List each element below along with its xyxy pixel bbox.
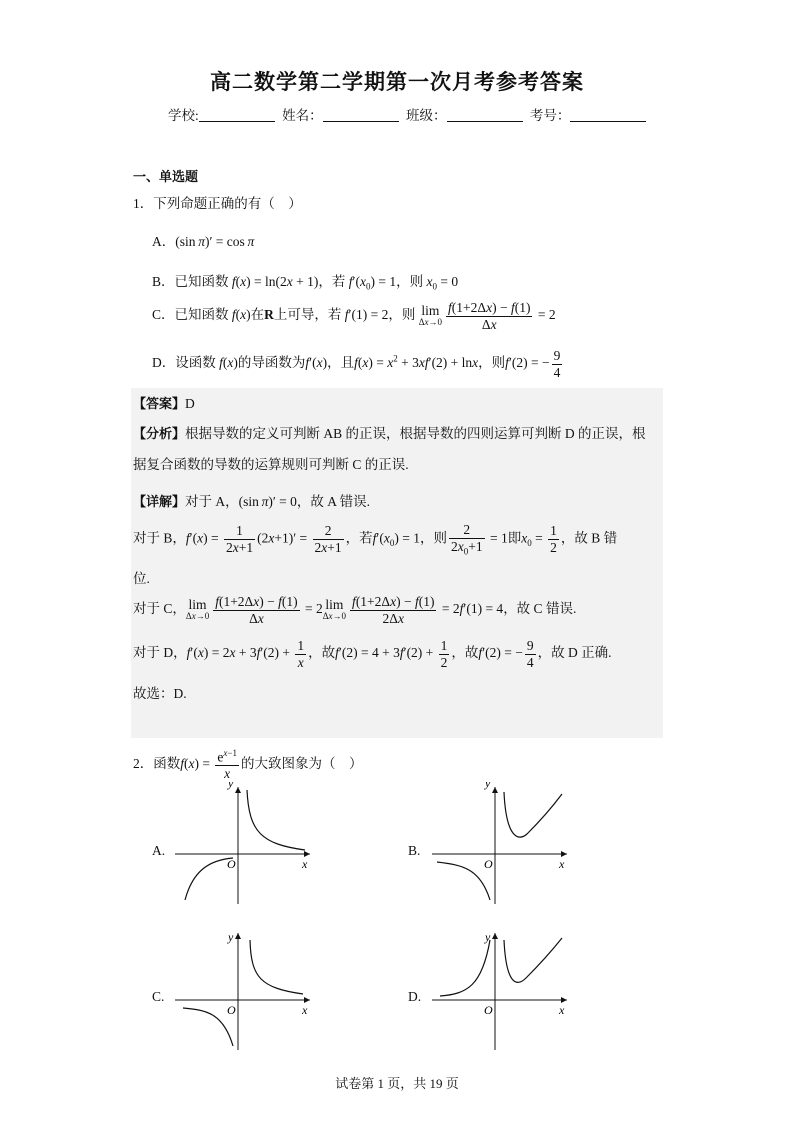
detail-text: ，若 [345, 530, 373, 546]
detail-b-cont: 位. [133, 571, 150, 586]
q1-option-a: A．(sin π)′ = cos π [152, 234, 255, 249]
graph-a-label: A. [152, 843, 166, 858]
axis-y-label: y [485, 782, 491, 790]
option-text: 在 [250, 307, 265, 323]
answer-value: D [185, 396, 195, 411]
option-label: A． [152, 234, 176, 249]
detail-text: 对于 D， [133, 645, 187, 661]
school-label: 学校: [168, 108, 199, 123]
option-text: D．设函数 [152, 355, 216, 371]
origin-label: O [484, 857, 493, 871]
curve-right [504, 792, 562, 837]
curve-right [250, 940, 303, 994]
stem-text: 的大致图象为（ ） [240, 755, 363, 771]
graph-a[interactable] [175, 782, 325, 907]
analysis-line-2: 据复合函数的导数的运算规则可判断 C 的正误. [133, 457, 409, 472]
detail-text: 对于 A， [185, 494, 239, 509]
detail-text: ，故 [308, 645, 336, 661]
detail-b: 对于 B，f′(x) = $\frac{1}{2x+1}$ (2x+1)′ = $\frac{2}{2x+1}$ ，若$f'(x_0) = 1$，则 $\frac{2}{2x_0+1}$ = 1即$x_0$ = $\frac{1}{2}$ ，故 B 错 [133, 522, 618, 557]
q1-stem: 1．下列命题正确的有（ ） [133, 196, 302, 211]
axis-x-label: x [302, 1003, 308, 1017]
option-text: ，若 [318, 274, 346, 289]
detail-text: 对于 B， [133, 530, 186, 546]
class-blank [447, 107, 523, 122]
analysis-heading: 【分析】 [133, 427, 186, 442]
curve-left [185, 858, 233, 900]
detail-text: 即 [507, 530, 522, 546]
detail-heading: 【详解】 [133, 495, 186, 510]
student-info-line [168, 104, 650, 124]
answer-line [133, 393, 195, 412]
conclusion: 故选：D. [133, 686, 187, 701]
graph-d-label: D. [408, 989, 422, 1004]
curve-left [183, 1008, 233, 1046]
axis-y-label: y [485, 930, 491, 944]
detail-text: ，故 [451, 645, 479, 661]
y-arrow-icon [492, 787, 498, 793]
curve-right [504, 938, 562, 982]
y-arrow-icon [235, 933, 241, 939]
option-text: ，则 [478, 355, 506, 371]
q1-option-b: B．已知函数 f(x) = ln(2x + 1)，若 $f'(x_0) = 1$，则 $x_0 = 0$ [152, 274, 459, 292]
axis-y-label: y [228, 930, 234, 944]
option-text: ，则 [396, 274, 424, 289]
analysis-line-1 [133, 422, 646, 442]
q2-stem: 2．函数f(x) = $\frac{e^{x-1}}{x}$ 的大致图象为（ ） [133, 748, 363, 782]
school-blank [199, 107, 275, 122]
q1-option-d: D．设函数 f(x)的导函数为f′(x)，且$f(x) = x^2 + 3xf'(2) + \ln x$，则f′(2) = − $\frac{9}{4}$ [152, 348, 561, 380]
detail-text: ，故 B 错 [560, 530, 618, 546]
detail-d: 对于 D，f′(x) = 2x + 3f′(2) + $\frac{1}{x}$ ，故f′(2) = 4 + 3f′(2) + $\frac{1}{2}$ ，故f′(2) = − $\frac{9}{4}$ ，故 D 正确. [133, 638, 612, 670]
origin-label: O [227, 1003, 236, 1017]
page-footer: 试卷第 1 页，共 19 页 [335, 1076, 459, 1091]
detail-text: ，故 A 错误. [296, 494, 371, 509]
origin-label: O [227, 857, 236, 871]
name-label: 姓名： [282, 108, 323, 123]
class-label: 班级： [406, 108, 447, 123]
option-text: C．已知函数 [152, 307, 229, 323]
graph-b[interactable] [432, 782, 582, 907]
analysis-text: 根据导数的定义可判断 AB 的正误，根据导数的四则运算可判断 D 的正误，根 [185, 426, 646, 441]
option-text: ，则 [388, 307, 416, 323]
axis-y-label: y [228, 782, 234, 790]
detail-c: 对于 C， lim Δx→0 $\frac{f(1+2\Delta x) - f(1)}{\Delta x}$ = 2 lim Δx→0 $\frac{f(1+2\Delta x) - f(1)}{2\Delta x}$ = 2f′(1) = 4，故 C 错误. [133, 594, 577, 626]
name-blank [323, 107, 399, 122]
curve-left [437, 862, 490, 900]
number-blank [570, 107, 646, 122]
axis-x-label: x [559, 1003, 565, 1017]
number-label: 考号： [529, 108, 571, 123]
y-arrow-icon [492, 933, 498, 939]
section-heading: 一、单选题 [133, 170, 199, 185]
page-title: 高二数学第二学期第一次月考参考答案 [210, 70, 584, 94]
graph-d[interactable] [432, 928, 582, 1053]
option-text: 上可导，若 [273, 307, 342, 323]
detail-text: ，故 C 错误. [503, 601, 577, 617]
graph-c[interactable] [175, 928, 325, 1053]
detail-text: ，故 D 正确. [537, 645, 612, 661]
option-text: B．已知函数 [152, 274, 229, 289]
stem-text: 2．函数 [133, 755, 181, 771]
option-text: ，且 [327, 355, 355, 371]
origin-label: O [484, 1003, 493, 1017]
option-text: 的导函数为 [237, 355, 306, 371]
y-arrow-icon [235, 787, 241, 793]
detail-text: 对于 C， [133, 601, 186, 617]
graph-c-label: C. [152, 989, 165, 1004]
axis-x-label: x [559, 857, 565, 871]
graph-b-label: B. [408, 843, 421, 858]
detail-a: 【详解】对于 A，(sin π)′ = 0，故 A 错误. [133, 494, 371, 510]
q1-option-c: C．已知函数 f(x)在R上可导，若 f′(1) = 2，则 lim Δx→0 $\frac{f(1+2\Delta x) - f(1)}{\Delta x}$ = 2 [152, 300, 556, 332]
axis-x-label: x [302, 857, 308, 871]
detail-text: ，则 [419, 530, 447, 546]
curve-left [440, 940, 490, 996]
curve-right [247, 790, 305, 850]
answer-heading: 【答案】 [133, 397, 186, 412]
